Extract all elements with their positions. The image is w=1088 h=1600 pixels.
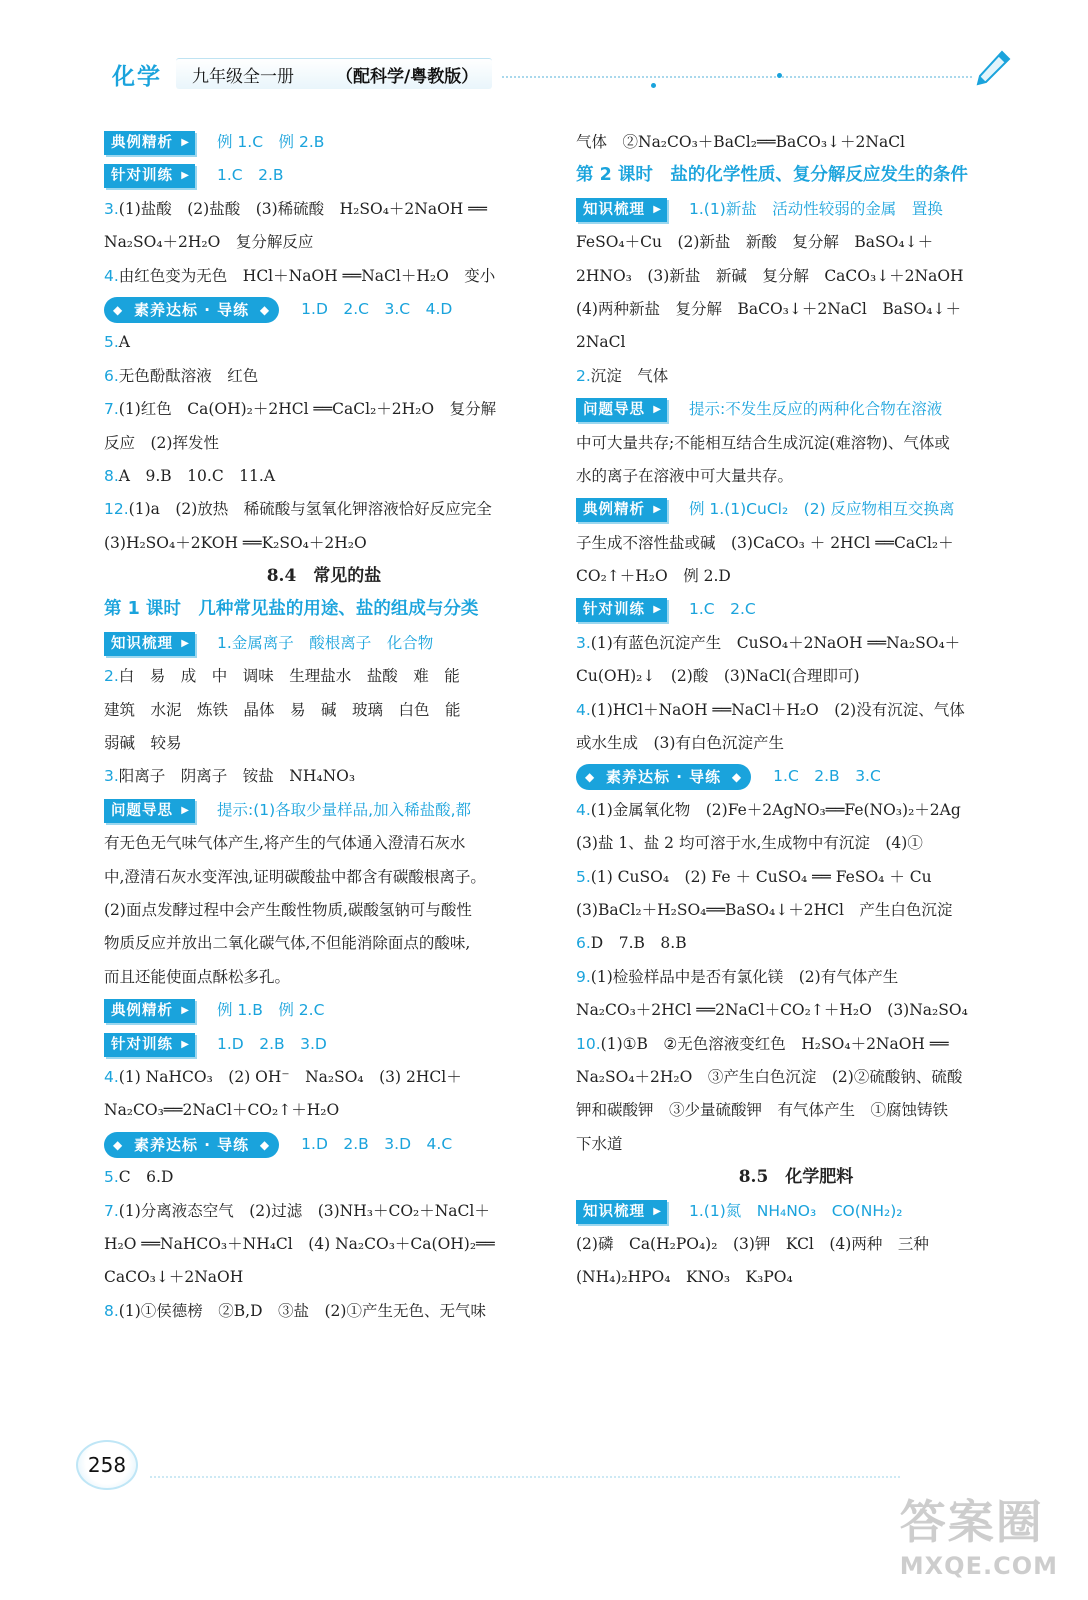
answer-line [576, 1028, 1016, 1061]
answer-line [576, 393, 1016, 426]
question-number: 6. [104, 366, 119, 385]
answer-line [104, 560, 544, 593]
answer-text: Na₂SO₄＋2H₂O 复分解反应 [104, 233, 314, 252]
answer-text: (3)H₂SO₄＋2KOH ══K₂SO₄＋2H₂O [104, 533, 367, 552]
grade-label: 九年级全一册 [192, 67, 294, 87]
answer-line [576, 961, 1016, 994]
answer-line [576, 427, 1016, 460]
answer-line [104, 260, 544, 293]
question-number: 5. [104, 333, 119, 352]
header-dot [651, 83, 656, 88]
question-number: 8. [104, 466, 119, 485]
answer-line [576, 727, 1016, 760]
subject-title: 化学 [112, 64, 162, 90]
answer-line [104, 1028, 544, 1061]
section-heading: 8.5 化学肥料 [738, 1167, 854, 1188]
answer-line [576, 760, 1016, 793]
answer-text: 1.(1)氮 NH₄NO₃ CO(NH₂)₂ [689, 1201, 903, 1220]
footer-dotted-line [150, 1476, 900, 1478]
answer-text: 气体 ②Na₂CO₃＋BaCl₂══BaCO₃↓＋2NaCl [576, 133, 906, 151]
question-number: 5. [104, 1168, 119, 1187]
answer-line [104, 627, 544, 660]
section-tag: 知识梳理 ▶ [576, 1200, 667, 1224]
answer-line [576, 994, 1016, 1027]
answer-text: 反应 (2)挥发性 [104, 433, 219, 452]
header-dot [777, 73, 782, 78]
answer-line [104, 727, 544, 760]
answer-text: (1)分离液态空气 (2)过滤 (3)NH₃＋CO₂＋NaCl＋ [118, 1201, 490, 1220]
answer-line [576, 226, 1016, 259]
answer-line [576, 460, 1016, 493]
answer-text: FeSO₄＋Cu (2)新盐 新酸 复分解 BaSO₄↓＋ [576, 233, 934, 252]
question-number: 12. [104, 500, 129, 519]
answer-line [576, 861, 1016, 894]
answer-line [576, 326, 1016, 359]
answer-text: Na₂CO₃＋2HCl ══2NaCl＋CO₂↑＋H₂O (3)Na₂SO₄ [576, 1001, 968, 1020]
answer-line [104, 193, 544, 226]
question-number: 7. [104, 1201, 119, 1220]
answer-line [104, 1261, 544, 1294]
answer-text: 例 1.(1)CuCl₂ (2) 反应物相互交换离 [689, 500, 955, 519]
answer-line [104, 1161, 544, 1194]
section-tag: 典例精析 ▶ [104, 131, 195, 155]
answer-text: 而且还能使面点酥松多孔。 [104, 967, 291, 986]
answer-line [576, 1195, 1016, 1228]
answer-line [576, 193, 1016, 226]
lesson-heading: 第 2 课时 盐的化学性质、复分解反应发生的条件 [576, 165, 968, 186]
answer-line [576, 1228, 1016, 1261]
answer-line [104, 660, 544, 693]
watermark-text: 答案圈 [899, 1495, 1044, 1549]
question-number: 3. [576, 633, 591, 652]
answer-text: 子生成不溶性盐或碱 (3)CaCO₃ ＋ 2HCl ══CaCl₂＋ [576, 533, 954, 552]
answer-line [104, 226, 544, 259]
answer-line [576, 894, 1016, 927]
answer-text: 由红色变为无色 HCl＋NaOH ══NaCl＋H₂O 变小 [118, 266, 496, 285]
question-number: 2. [104, 667, 119, 686]
question-number: 10. [576, 1034, 601, 1053]
answer-text: 1.D 2.B 3.D 4.C [301, 1134, 453, 1153]
answer-text: 1.C 2.B [217, 166, 284, 185]
answer-line [104, 794, 544, 827]
answer-text: (1)检验样品中是否有氯化镁 (2)有气体产生 [590, 967, 899, 986]
answer-line [576, 1061, 1016, 1094]
answer-text: (1)HCl＋NaOH ══NaCl＋H₂O (2)没有沉淀、气体 [590, 700, 965, 719]
section-tag: 问题导思 ▶ [104, 799, 195, 823]
answer-line [104, 427, 544, 460]
answer-line [104, 159, 544, 192]
answer-text: 中,澄清石灰水变浑浊,证明碳酸盐中都含有碳酸根离子。 [104, 867, 486, 886]
answer-line [576, 627, 1016, 660]
answer-text: 1.D 2.B 3.D [217, 1034, 327, 1053]
question-number: 7. [104, 400, 119, 419]
section-tag: 针对训练 ▶ [104, 1033, 195, 1057]
section-tag: 知识梳理 ▶ [104, 632, 195, 656]
question-number: 4. [576, 800, 591, 819]
answer-line [104, 894, 544, 927]
answer-text: 无色酚酞溶液 红色 [118, 366, 259, 385]
answer-text: (NH₄)₂HPO₄ KNO₃ K₃PO₄ [576, 1268, 793, 1287]
answer-line [576, 694, 1016, 727]
answer-text: Na₂SO₄＋2H₂O ③产生白色沉淀 (2)②硫酸钠、硫酸 [576, 1067, 963, 1086]
section-tag: 典例精析 ▶ [576, 498, 667, 522]
answer-line [576, 293, 1016, 326]
answer-text: 1.C 2.B 3.C [773, 767, 881, 786]
answer-line [576, 1261, 1016, 1294]
answer-text: (2)磷 Ca(H₂PO₄)₂ (3)钾 KCl (4)两种 三种 [576, 1234, 929, 1253]
section-pill: ◆ 素养达标 · 导练 ◆ [104, 297, 279, 323]
answer-line [104, 593, 544, 626]
answer-text: CO₂↑＋H₂O 例 2.D [576, 567, 731, 586]
answer-line [104, 994, 544, 1027]
answer-line [104, 360, 544, 393]
answer-line [104, 460, 544, 493]
answer-line [576, 527, 1016, 560]
answer-text: C 6.D [118, 1168, 174, 1187]
question-number: 3. [104, 199, 119, 218]
answer-line [576, 260, 1016, 293]
question-number: 5. [576, 867, 591, 886]
question-number: 4. [576, 700, 591, 719]
answer-line [104, 861, 544, 894]
section-tag: 典例精析 ▶ [104, 999, 195, 1023]
answer-line [104, 527, 544, 560]
answer-text: A [118, 333, 130, 352]
answer-line [104, 760, 544, 793]
header-dotted-line [502, 76, 972, 78]
answer-text: CaCO₃↓＋2NaOH [104, 1268, 244, 1287]
answer-line [104, 1128, 544, 1161]
answer-text: Cu(OH)₂↓ (2)酸 (3)NaCl(合理即可) [576, 667, 860, 686]
answer-text: (4)两种新盐 复分解 BaCO₃↓＋2NaCl BaSO₄↓＋ [576, 299, 961, 318]
answer-line [104, 326, 544, 359]
answer-line [576, 660, 1016, 693]
answer-line [104, 293, 544, 326]
answer-text: 2HNO₃ (3)新盐 新碱 复分解 CaCO₃↓＋2NaOH [576, 266, 964, 285]
answer-text: 物质反应并放出二氧化碳气体,不但能消除面点的酸味, [104, 934, 471, 953]
answer-text: 或水生成 (3)有白色沉淀产生 [576, 734, 784, 753]
question-number: 8. [104, 1301, 119, 1320]
answer-text: 例 1.C 例 2.B [217, 133, 325, 151]
page-number: 258 [76, 1440, 138, 1490]
answer-line [104, 1195, 544, 1228]
answer-line [576, 593, 1016, 626]
answer-column-right [576, 126, 1016, 1295]
answer-text: D 7.B 8.B [590, 934, 687, 953]
answer-line [576, 1161, 1016, 1194]
question-number: 6. [576, 934, 591, 953]
answer-text: 有无色无气味气体产生,将产生的气体通入澄清石灰水 [104, 834, 466, 853]
answer-text: (3)BaCl₂＋H₂SO₄══BaSO₄↓＋2HCl 产生白色沉淀 [576, 900, 953, 919]
watermark-url: MXQE.COM [899, 1552, 1058, 1580]
answer-column-left [104, 126, 544, 1328]
answer-text: 提示:(1)各取少量样品,加入稀盐酸,都 [217, 800, 472, 819]
answer-line [576, 794, 1016, 827]
answer-line [104, 1228, 544, 1261]
answer-text: 水的离子在溶液中可大量共存。 [576, 466, 794, 485]
answer-text: 白 易 成 中 调味 生理盐水 盐酸 难 能 [118, 667, 460, 686]
pen-icon [972, 48, 1012, 88]
answer-text: 提示:不发生反应的两种化合物在溶液 [689, 400, 943, 419]
answer-text: H₂O ══NaHCO₃＋NH₄Cl (4) Na₂CO₃＋Ca(OH)₂══ [104, 1234, 495, 1253]
answer-line [576, 360, 1016, 393]
answer-text: (1) CuSO₄ (2) Fe ＋ CuSO₄ ══ FeSO₄ ＋ Cu [590, 867, 932, 886]
section-tag: 针对训练 ▶ [576, 598, 667, 622]
answer-line [104, 961, 544, 994]
answer-text: 下水道 [576, 1134, 623, 1153]
answer-text: A 9.B 10.C 11.A [118, 466, 276, 485]
question-number: 2. [576, 366, 591, 385]
question-number: 3. [104, 767, 119, 786]
answer-text: (1) NaHCO₃ (2) OH⁻ Na₂SO₄ (3) 2HCl＋ [118, 1067, 462, 1086]
section-pill: ◆ 素养达标 · 导练 ◆ [104, 1132, 279, 1158]
answer-text: 钾和碳酸钾 ③少量硫酸钾 有气体产生 ①腐蚀铸铁 [576, 1101, 949, 1120]
answer-text: (1)①B ②无色溶液变红色 H₂SO₄＋2NaOH ══ [600, 1034, 949, 1053]
answer-line [576, 560, 1016, 593]
answer-line [104, 1295, 544, 1328]
section-heading: 8.4 常见的盐 [266, 566, 382, 587]
answer-line [576, 827, 1016, 860]
answer-text: 沉淀 气体 [590, 366, 669, 385]
answer-line [104, 694, 544, 727]
answer-line [576, 126, 1016, 159]
lesson-heading: 第 1 课时 几种常见盐的用途、盐的组成与分类 [104, 599, 479, 620]
answer-line [104, 827, 544, 860]
answer-line [576, 1128, 1016, 1161]
answer-text: 1.C 2.C [689, 600, 756, 619]
answer-text: 1.金属离子 酸根离子 化合物 [217, 633, 434, 652]
question-number: 4. [104, 266, 119, 285]
answer-text: 中可大量共存;不能相互结合生成沉淀(难溶物)、气体或 [576, 433, 950, 452]
answer-line [104, 493, 544, 526]
answer-line [104, 126, 544, 159]
edition-label: （配科学/粤教版） [336, 67, 479, 87]
answer-text: (1)盐酸 (2)盐酸 (3)稀硫酸 H₂SO₄＋2NaOH ══ [118, 199, 487, 218]
answer-text: 阳离子 阴离子 铵盐 NH₄NO₃ [118, 767, 356, 786]
answer-line [576, 493, 1016, 526]
answer-text: 1.D 2.C 3.C 4.D [301, 299, 453, 318]
section-pill: ◆ 素养达标 · 导练 ◆ [576, 764, 751, 790]
answer-text: (3)盐 1、盐 2 均可溶于水,生成物中有沉淀 (4)① [576, 834, 923, 853]
answer-line [576, 159, 1016, 192]
watermark-logo [900, 1486, 1058, 1580]
question-number: 4. [104, 1067, 119, 1086]
answer-text: Na₂CO₃══2NaCl＋CO₂↑＋H₂O [104, 1101, 340, 1120]
answer-text: 1.(1)新盐 活动性较弱的金属 置换 [689, 199, 943, 218]
answer-line [104, 1061, 544, 1094]
answer-text: 例 1.B 例 2.C [217, 1001, 325, 1020]
answer-text: (2)面点发酵过程中会产生酸性物质,碳酸氢钠可与酸性 [104, 900, 472, 919]
answer-line [576, 1094, 1016, 1127]
answer-text: 建筑 水泥 炼铁 晶体 易 碱 玻璃 白色 能 [104, 700, 461, 719]
answer-text: (1)金属氧化物 (2)Fe＋2AgNO₃══Fe(NO₃)₂＋2Ag [590, 800, 961, 819]
answer-text: (1)a (2)放热 稀硫酸与氢氧化钾溶液恰好反应完全 [128, 500, 492, 519]
answer-line [104, 1094, 544, 1127]
answer-text: 弱碱 较易 [104, 734, 182, 753]
answer-text: (1)有蓝色沉淀产生 CuSO₄＋2NaOH ══Na₂SO₄＋ [590, 633, 961, 652]
answer-text: 2NaCl [576, 333, 626, 352]
answer-text: (1)红色 Ca(OH)₂＋2HCl ══CaCl₂＋2H₂O 复分解 [118, 400, 497, 419]
section-tag: 针对训练 ▶ [104, 164, 195, 188]
section-tag: 知识梳理 ▶ [576, 198, 667, 222]
answer-text: (1)①侯德榜 ②B,D ③盐 (2)①产生无色、无气味 [118, 1301, 486, 1320]
answer-line [576, 927, 1016, 960]
answer-line [104, 927, 544, 960]
answer-line [104, 393, 544, 426]
question-number: 9. [576, 967, 591, 986]
section-tag: 问题导思 ▶ [576, 398, 667, 422]
